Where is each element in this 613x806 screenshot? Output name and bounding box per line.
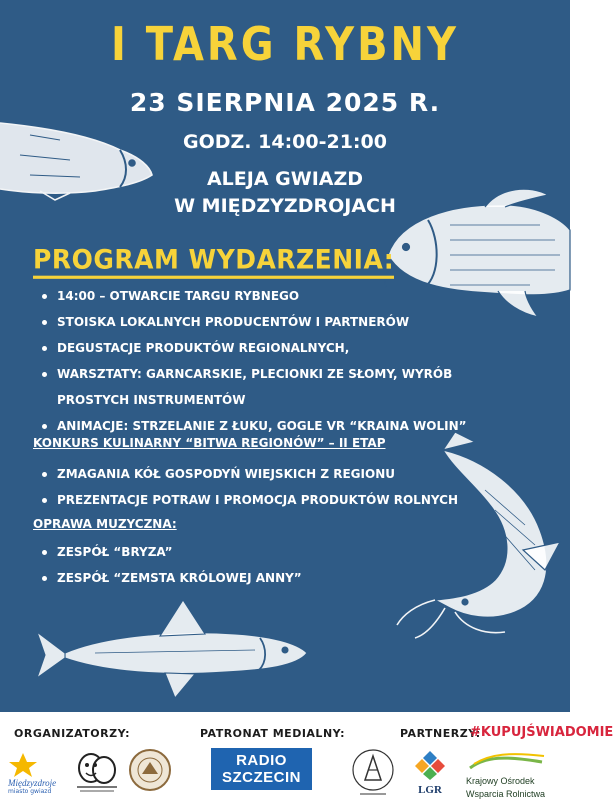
list-item: PREZENTACJE POTRAW I PROMOCJA PRODUKTÓW ROLNYCH — [33, 487, 523, 513]
regional-emblem-logo — [128, 748, 172, 792]
list-item: ZESPÓŁ “BRYZA” — [33, 539, 523, 565]
list-item: 14:00 – OTWARCIE TARGU RYBNEGO — [33, 283, 523, 309]
program-heading: PROGRAM WYDARZENIA: — [33, 244, 394, 279]
star-icon — [8, 752, 38, 778]
media-patron-label: PATRONAT MEDIALNY: — [200, 727, 346, 740]
list-item: STOISKA LOKALNYCH PRODUCENTÓW I PARTNERÓW — [33, 309, 523, 335]
kowr-waves-icon — [466, 752, 546, 770]
event-date: 23 SIERPNIA 2025 R. — [129, 88, 441, 117]
whitefish-illustration-bottom — [35, 598, 310, 703]
list-item: ZMAGANIA KÓŁ GOSPODYŃ WIEJSKICH Z REGIONU — [33, 461, 523, 487]
event-title: I TARG RYBNY — [110, 18, 459, 72]
miedzyzdroje-logo: Międzyzdroje miasto gwiazd — [8, 752, 66, 795]
list-item: WARSZTATY: GARNCARSKIE, PLECIONKI ZE SŁOMY, WYRÓB PROSTYCH INSTRUMENTÓW — [33, 361, 523, 413]
contest-heading: KONKURS KULINARNY “BITWA REGIONÓW” – II ETAP — [33, 436, 386, 450]
music-heading: OPRAWA MUZYCZNA: — [33, 517, 177, 531]
list-item: ANIMACJE: STRZELANIE Z ŁUKU, GOGLE VR “KRAINA WOLIN” — [33, 413, 523, 439]
wolin-society-emblem-logo — [350, 746, 396, 800]
music-list — [33, 539, 523, 591]
lgr-logo: LGR — [410, 750, 450, 796]
kowr-logo: Krajowy Ośrodek Wsparcia Rolnictwa — [466, 752, 562, 800]
list-item: ZESPÓŁ “ZEMSTA KRÓLOWEJ ANNY” — [33, 565, 523, 591]
hashtag: #KUPUJŚWIADOMIE — [470, 725, 613, 740]
location-line-2: W MIĘDZYZDROJACH — [174, 195, 396, 217]
lgr-mark-icon — [413, 750, 447, 780]
culture-house-masks-logo — [74, 748, 120, 796]
organizers-label: ORGANIZATORZY: — [14, 727, 131, 740]
event-location — [0, 166, 570, 220]
radio-szczecin-logo: RADIO SZCZECIN — [211, 748, 312, 790]
event-hours: GODZ. 14:00-21:00 — [183, 131, 387, 153]
contest-list — [33, 461, 523, 513]
program-list — [33, 283, 523, 439]
list-item: DEGUSTACJE PRODUKTÓW REGIONALNYCH, — [33, 335, 523, 361]
partners-label: PARTNERZY: — [400, 727, 481, 740]
location-line-1: ALEJA GWIAZD — [206, 168, 364, 190]
